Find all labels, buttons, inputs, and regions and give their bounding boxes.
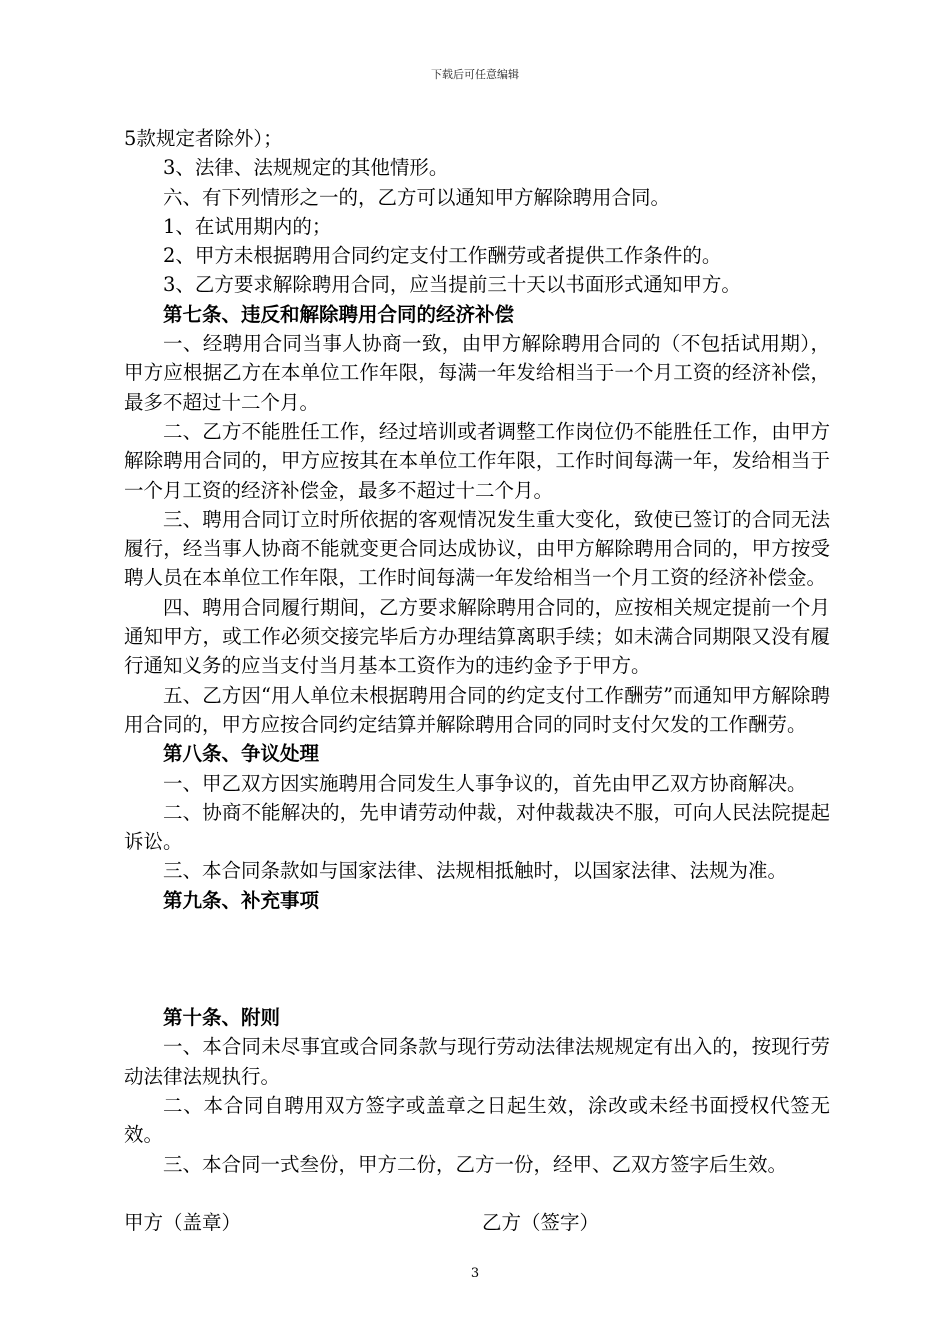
- party-a-seal-label: 甲方（盖章）: [124, 1210, 242, 1234]
- clause-paragraph: 三、本合同条款如与国家法律、法规相抵触时，以国家法律、法规为准。: [163, 859, 788, 883]
- clause-paragraph: 一、甲乙双方因实施聘用合同发生人事争议的，首先由甲乙双方协商解决。: [163, 771, 807, 795]
- clause-paragraph: 3、乙方要求解除聘用合同，应当提前三十天以书面形式通知甲方。: [163, 273, 741, 297]
- clause-paragraph: 3、法律、法规规定的其他情形。: [163, 156, 449, 180]
- clause-paragraph: 5款规定者除外）；: [124, 127, 283, 150]
- article-heading: 第八条、争议处理: [163, 742, 320, 766]
- clause-paragraph: 一、经聘用合同当事人协商一致，由甲方解除聘用合同的（不包括试用期），甲方应根据乙方在本单位工作年限，每满一年发给相当于一个月工资的经济补偿，最多不超过十二个月。: [124, 332, 830, 414]
- page-number: 3: [470, 1266, 480, 1281]
- clause-paragraph: 二、乙方不能胜任工作，经过培训或者调整工作岗位仍不能胜任工作，由甲方解除聘用合同的，甲方应按其在本单位工作年限，工作时间每满一年，发给相当于一个月工资的经济补偿金，最多不超过十二个月。: [124, 419, 830, 502]
- blank-supplement-area: [124, 915, 830, 1003]
- clause-paragraph: 四、聘用合同履行期间，乙方要求解除聘用合同的，应按相关规定提前一个月通知甲方，或工作必须交接完毕后方办理结算离职手续；如未满合同期限又没有履行通知义务的应当支付当月基本工资作为的违约金予于甲方。: [124, 595, 830, 678]
- document-body: [124, 124, 830, 1237]
- party-b-sign-label: 乙方（签字）: [482, 1210, 600, 1234]
- clause-paragraph: 二、本合同自聘用双方签字或盖章之日起生效，涂改或未经书面授权代签无效。: [124, 1093, 830, 1147]
- clause-paragraph: 三、本合同一式叁份，甲方二份，乙方一份，经甲、乙双方签字后生效。: [163, 1152, 788, 1176]
- clause-paragraph: 一、本合同未尽事宜或合同条款与现行劳动法律法规规定有出入的，按现行劳动法律法规执行。: [124, 1035, 830, 1088]
- clause-paragraph: 五、乙方因“用人单位未根据聘用合同的约定支付工作酬劳”而通知甲方解除聘用合同的，甲方应按合同约定结算并解除聘用合同的同时支付欠发的工作酬劳。: [124, 683, 830, 736]
- clause-paragraph: 1、在试用期内的；: [163, 214, 332, 238]
- clause-paragraph: 六、有下列情形之一的，乙方可以通知甲方解除聘用合同。: [163, 185, 671, 209]
- page-header: 下载后可任意编辑: [431, 68, 519, 81]
- article-heading: 第九条、补充事项: [163, 888, 320, 912]
- contract-appendix: [124, 1003, 830, 1179]
- contract-clauses: [124, 124, 830, 915]
- article-heading: 第十条、附则: [163, 1006, 281, 1030]
- clause-paragraph: 二、协商不能解决的，先申请劳动仲裁，对仲裁裁决不服，可向人民法院提起诉讼。: [124, 800, 830, 854]
- article-heading: 第七条、违反和解除聘用合同的经济补偿: [163, 302, 515, 326]
- signature-line: [124, 1208, 830, 1237]
- clause-paragraph: 三、聘用合同订立时所依据的客观情况发生重大变化，致使已签订的合同无法履行，经当事人协商不能就变更合同达成协议，由甲方解除聘用合同的，甲方按受聘人员在本单位工作年限，工作时间每满一年发给相当一个月工资的经济补偿金。: [124, 507, 830, 590]
- clause-paragraph: 2、甲方未根据聘用合同约定支付工作酬劳或者提供工作条件的。: [163, 244, 722, 268]
